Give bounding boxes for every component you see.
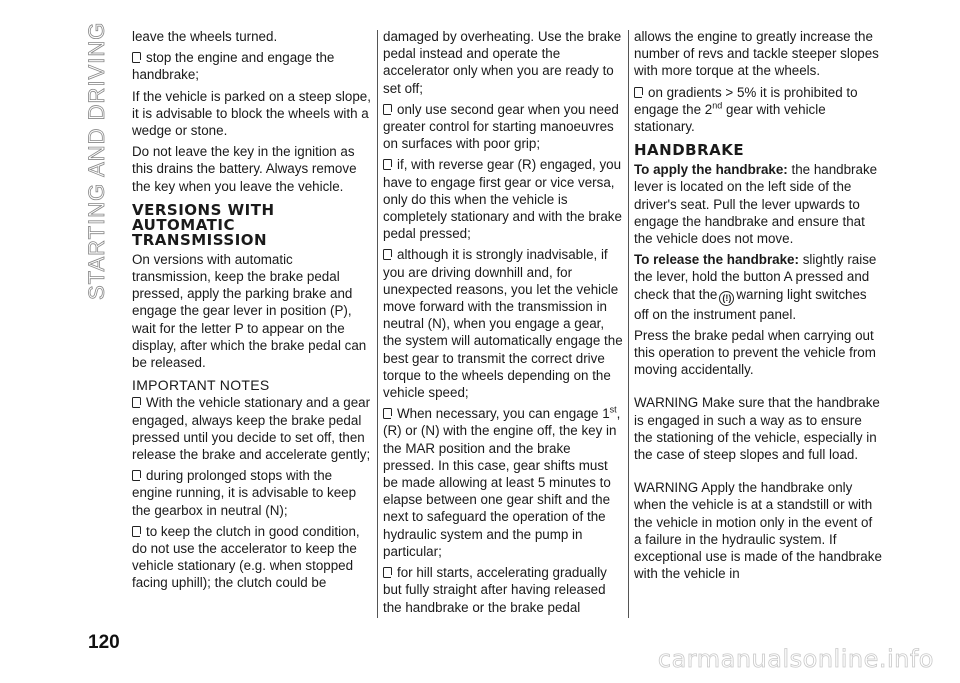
bullet-item <box>132 394 372 463</box>
lead-release: To release the handbrake: <box>634 252 799 268</box>
bullet-text: if, with reverse gear (R) engaged, you have to engage first gear or vice versa, only do this when the vehicle is completely stationary and with the brake pedal pressed; <box>383 157 622 242</box>
subheading-important-notes: IMPORTANT NOTES <box>132 377 270 394</box>
bullet-box-icon <box>383 408 392 419</box>
paragraph: allows the engine to greatly increase the number of revs and tackle steeper slopes with more torque at the wheels. <box>634 29 879 79</box>
column-divider <box>377 30 378 618</box>
bullet-box-icon <box>132 397 141 408</box>
paragraph: leave the wheels turned. <box>132 29 278 44</box>
column-divider <box>628 30 629 618</box>
bullet-item <box>383 564 623 616</box>
bullet-box-icon <box>383 249 392 260</box>
text-column-1 <box>132 28 372 596</box>
bullet-item <box>132 49 372 83</box>
paragraph: On versions with automatic transmission, keep the brake pedal pressed, apply the parking brake and engage the gear lever in position (P), wait for the letter P to appear on the display, after which the brake pedal can be released. <box>132 251 367 371</box>
bullet-text: , (R) or (N) with the engine off, the key in the MAR position and the brake pressed. In this case, gear shifts must be made allowing at least 5 minutes to elapse between one gear shift and the next to safeguard the operation of the hydraulic system and the pump in particular; <box>383 406 621 559</box>
paragraph: Do not leave the key in the ignition as this drains the battery. Always remove the key when you leave the vehicle. <box>132 144 357 194</box>
bullet-item <box>132 523 372 592</box>
bullet-text: although it is strongly inadvisable, if you are driving downhill and, for unexpected reasons, you let the vehicle move forward with the transmission in neutral (N), when you engage a gear, the system will automatically engage the best gear to transmit the correct drive torque to the wheels depending on the vehicle speed; <box>383 247 623 401</box>
paragraph-text: slightly raise the lever, hold the button A pressed and check that the <box>634 252 877 302</box>
paragraph-text: the handbrake lever is located on the left side of the driver's seat. Pull the lever upwards to engage the handbrake and ensure that the vehicle does not move. <box>634 162 878 247</box>
bullet-text: gear with vehicle stationary. <box>634 101 826 135</box>
ordinal-suffix: st <box>609 404 617 415</box>
bullet-text: stop the engine and engage the handbrake; <box>132 50 335 83</box>
page-number: 120 <box>88 632 120 653</box>
bullet-text: When necessary, you can engage 1 <box>397 406 610 422</box>
bullet-box-icon <box>383 104 392 115</box>
ordinal-suffix: nd <box>712 100 723 111</box>
bullet-text: to keep the clutch in good condition, do not use the accelerator to keep the vehicle stationary (e.g. when stopped facing uphill); the clutch could be <box>132 523 360 591</box>
bullet-text: on gradients > 5% it is prohibited to engage the 2 <box>634 84 858 117</box>
bullet-text: for hill starts, accelerating gradually but fully straight after having released the handbrake or the brake pedal <box>383 565 607 615</box>
lead-apply: To apply the handbrake: <box>634 162 788 178</box>
bullet-text: With the vehicle stationary and a gear engaged, always keep the brake pedal pressed until you decide to set off, then release the brake and accelerate gently; <box>132 395 371 463</box>
bullet-item <box>634 84 882 136</box>
bullet-box-icon <box>132 52 141 63</box>
bullet-box-icon <box>634 87 643 98</box>
watermark: carmanualsonline.info <box>657 645 934 673</box>
bullet-box-icon <box>383 159 392 170</box>
bullet-box-icon <box>132 470 141 481</box>
bullet-item <box>383 156 623 242</box>
bullet-text: during prolonged stops with the engine running, it is advisable to keep the gearbox in neutral (N); <box>132 468 357 518</box>
section-heading-handbrake: HANDBRAKE <box>634 141 745 160</box>
section-heading-automatic: VERSIONS WITH AUTOMATIC TRANSMISSION <box>132 200 275 249</box>
paragraph: Press the brake pedal when carrying out this operation to prevent the vehicle from moving accidentally. <box>634 327 876 378</box>
bullet-item <box>132 467 372 519</box>
paragraph-apply <box>634 161 882 247</box>
text-column-2 <box>383 28 623 620</box>
bullet-item <box>383 101 623 153</box>
text-column-3 <box>634 28 882 586</box>
bullet-item <box>383 246 623 401</box>
paragraph: damaged by overheating. Use the brake pedal instead and operate the accelerator only when you are ready to set off; <box>383 29 622 96</box>
bullet-box-icon <box>383 567 392 578</box>
chapter-side-title: STARTING AND DRIVING <box>84 21 109 300</box>
bullet-text: only use second gear when you need greater control for starting manoeuvres on surfaces with poor grip; <box>383 101 619 152</box>
paragraph-text: warning light switches off on the instrument panel. <box>634 286 867 322</box>
paragraph: If the vehicle is parked on a steep slope, it is advisable to block the wheels with a wedge or stone. <box>132 88 371 139</box>
paragraph-release <box>634 251 882 323</box>
warning-paragraph: WARNING Apply the handbrake only when the vehicle is at a standstill or with the vehicle in motion only in the event of a failure in the hydraulic system. If exceptional use is made of the handbrake with the vehicle in <box>634 480 882 582</box>
bullet-box-icon <box>132 526 141 537</box>
bullet-item <box>383 405 623 560</box>
warning-paragraph: WARNING Make sure that the handbrake is engaged in such a way as to ensure the stationing of the vehicle, especially in the case of steep slopes and full load. <box>634 395 880 463</box>
brake-warning-light-icon: (!) <box>719 291 734 306</box>
